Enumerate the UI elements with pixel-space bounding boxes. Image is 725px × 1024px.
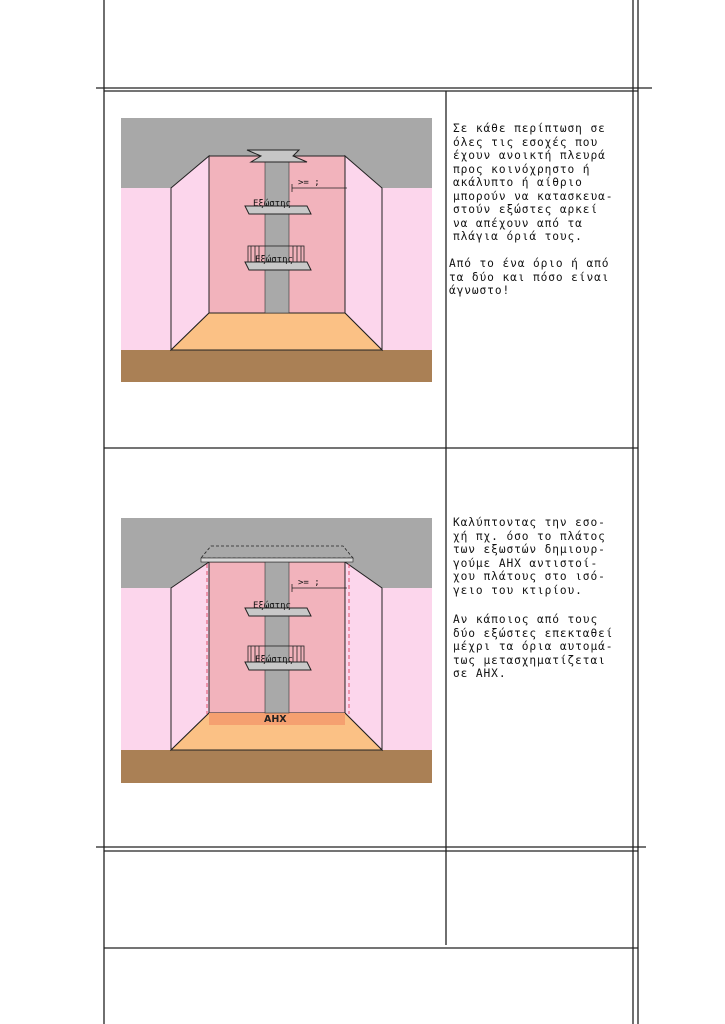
balcony-label-upper: Εξώστης xyxy=(253,199,291,209)
section2-paragraph1: Καλύπτοντας την εσο- χή πχ. όσο το πλάτος των εξωστών δημιουρ- γούμε ΑΗΧ αντιστοί- χου πλάτους στο ισό- γειο του κτιρίου. xyxy=(453,516,606,597)
balcony-label-lower: Εξώστης xyxy=(255,255,293,265)
figure-recess-balconies xyxy=(121,118,432,382)
figure-recess-covered xyxy=(121,518,432,783)
section2-paragraph2: Αν κάποιος από τους δύο εξώστες επεκταθεί μέχρι τα όρια αυτομά- τως μετασχηματίζεται σε ΑΗΧ. xyxy=(453,613,614,680)
section1-paragraph2: Από το ένα όριο ή από τα δύο και πόσο είναι άγνωστο! xyxy=(449,257,610,297)
ahx-label: ΑΗΧ xyxy=(264,714,287,725)
section1-paragraph1: Σε κάθε περίπτωση σε όλες τις εσοχές που έχουν ανοικτή πλευρά προς κοινόχρηστο ή ακάλυπτο ή αίθριο μπορούν να κατασκευα- στούν εξώστες αρκεί να απέχουν από τα πλάγια όριά τους. xyxy=(453,122,614,243)
balcony-label-lower: Εξώστης xyxy=(255,655,293,665)
balcony-label-upper: Εξώστης xyxy=(253,601,291,611)
dimension-label: >= ; xyxy=(298,178,320,188)
dimension-label: >= ; xyxy=(298,578,320,588)
